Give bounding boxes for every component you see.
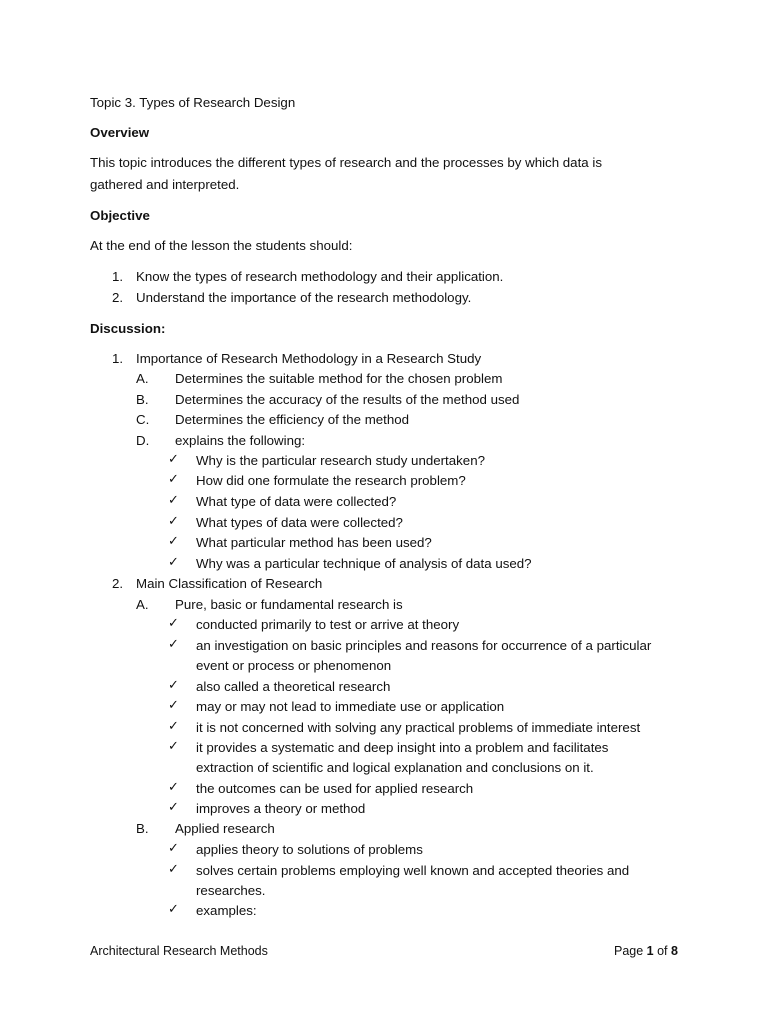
objective-item-2: Understand the importance of the research methodology. (136, 290, 472, 305)
applied-research-point: examples: (196, 903, 257, 918)
check-mark-icon: ✓ (168, 514, 179, 529)
page-title: Topic 3. Types of Research Design (90, 95, 296, 110)
section-1-item-b: Determines the accuracy of the results of the method used (175, 392, 520, 407)
section-1-item-b-letter: B. (136, 392, 149, 407)
overview-heading: Overview (90, 125, 150, 140)
discussion-heading: Discussion: (90, 321, 166, 336)
section-1-check-item: Why is the particular research study undertaken? (196, 453, 485, 468)
basic-research-point: it provides a systematic and deep insight into a problem and facilitates (196, 740, 609, 755)
basic-research-point: an investigation on basic principles and reasons for occurrence of a particular (196, 638, 652, 653)
section-1-title: Importance of Research Methodology in a Research Study (136, 351, 482, 366)
section-1-check-item: What particular method has been used? (196, 535, 432, 550)
footer-page-prefix: Page (614, 944, 647, 958)
check-mark-icon: ✓ (168, 902, 179, 917)
check-mark-icon: ✓ (168, 616, 179, 631)
basic-research-point: the outcomes can be used for applied research (196, 781, 474, 796)
section-1-check-item: How did one formulate the research problem? (196, 473, 466, 488)
section-1-item-d-letter: D. (136, 433, 150, 448)
check-mark-icon: ✓ (168, 780, 179, 795)
section-1-item-d: explains the following: (175, 433, 306, 448)
check-mark-icon: ✓ (168, 719, 179, 734)
footer-page-total: 8 (671, 944, 678, 958)
overview-text-line-2: gathered and interpreted. (90, 177, 240, 192)
applied-research-point-continued: researches. (196, 883, 266, 898)
section-1-item-c: Determines the efficiency of the method (175, 412, 410, 427)
check-mark-icon: ✓ (168, 678, 179, 693)
basic-research-point: may or may not lead to immediate use or application (196, 699, 505, 714)
basic-research-point: improves a theory or method (196, 801, 366, 816)
footer-page-current: 1 (646, 944, 654, 958)
section-1-check-item: What type of data were collected? (196, 494, 397, 509)
check-mark-icon: ✓ (168, 555, 179, 570)
section-2-item-b-letter: B. (136, 821, 149, 836)
basic-research-point-continued: event or process or phenomenon (196, 658, 392, 673)
objective-heading: Objective (90, 208, 150, 223)
check-mark-icon: ✓ (168, 637, 179, 652)
basic-research-point-continued: extraction of scientific and logical explanation and conclusions on it. (196, 760, 594, 775)
check-mark-icon: ✓ (168, 841, 179, 856)
overview-text-line-1: This topic introduces the different types of research and the processes by which data is (90, 155, 602, 170)
check-mark-icon: ✓ (168, 800, 179, 815)
check-mark-icon: ✓ (168, 534, 179, 549)
check-mark-icon: ✓ (168, 739, 179, 754)
footer-course-title: Architectural Research Methods (90, 944, 268, 958)
basic-research-point: also called a theoretical research (196, 679, 391, 694)
check-mark-icon: ✓ (168, 472, 179, 487)
check-mark-icon: ✓ (168, 452, 179, 467)
section-1-check-item: What types of data were collected? (196, 515, 403, 530)
basic-research-point: it is not concerned with solving any practical problems of immediate interest (196, 720, 641, 735)
footer-page-number (614, 943, 678, 959)
section-2-title: Main Classification of Research (136, 576, 323, 591)
applied-research-point: solves certain problems employing well known and accepted theories and (196, 863, 630, 878)
check-mark-icon: ✓ (168, 493, 179, 508)
section-1-check-item: Why was a particular technique of analysis of data used? (196, 556, 532, 571)
section-2-item-b: Applied research (175, 821, 275, 836)
basic-research-point: conducted primarily to test or arrive at theory (196, 617, 460, 632)
section-1-item-c-letter: C. (136, 412, 150, 427)
objective-item-2-number: 2. (112, 290, 124, 305)
objective-item-1: Know the types of research methodology and their application. (136, 269, 504, 284)
section-2-item-a-letter: A. (136, 597, 149, 612)
section-1-number: 1. (112, 351, 124, 366)
section-2-number: 2. (112, 576, 124, 591)
footer-page-of: of (653, 944, 671, 958)
objective-item-1-number: 1. (112, 269, 124, 284)
applied-research-point: applies theory to solutions of problems (196, 842, 423, 857)
check-mark-icon: ✓ (168, 862, 179, 877)
objective-intro: At the end of the lesson the students should: (90, 238, 353, 253)
section-2-item-a: Pure, basic or fundamental research is (175, 597, 403, 612)
check-mark-icon: ✓ (168, 698, 179, 713)
section-1-item-a-letter: A. (136, 371, 149, 386)
section-1-item-a: Determines the suitable method for the chosen problem (175, 371, 503, 386)
